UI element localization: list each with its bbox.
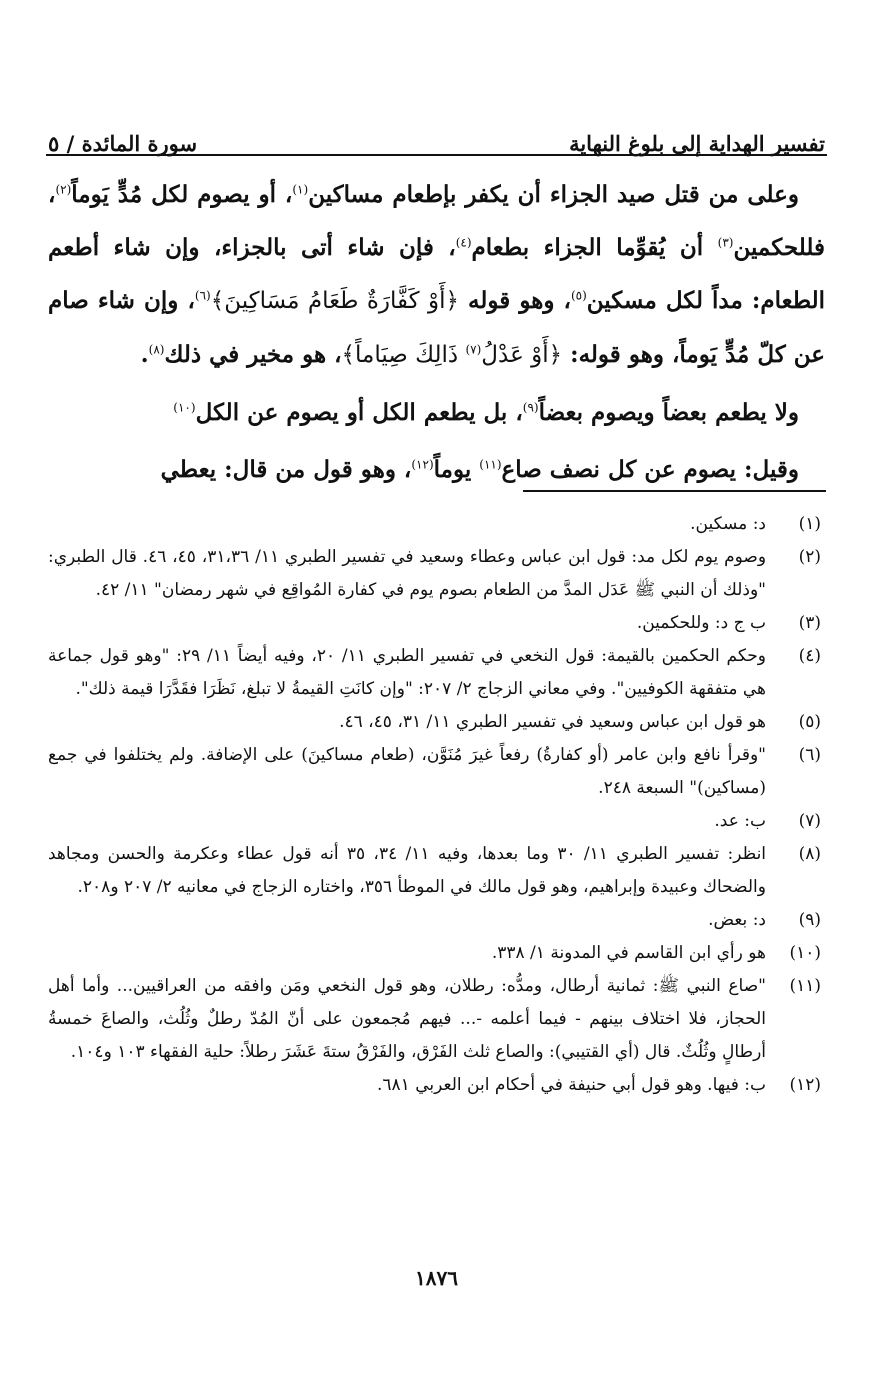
quran-quote: ﴿أَوْ عَدْلُ — [481, 342, 563, 368]
footnote-item — [48, 706, 825, 739]
footnote-ref-2[interactable]: (٢) — [55, 182, 72, 197]
footnote-text: هو قول ابن عباس وسعيد في تفسير الطبري ١١/ ٣١، ٤٥، ٤٦. — [339, 712, 766, 732]
footnote-ref-8[interactable]: (٨) — [148, 342, 165, 357]
footnote-item — [48, 739, 825, 805]
footnote-item — [48, 937, 825, 970]
header-rule — [46, 154, 827, 156]
text-run: ، فإن شاء أتى بالجزاء، وإن شاء أطعم الطعام: مداً لكل مسكين — [48, 234, 825, 314]
footnote-ref-3[interactable]: (٣) — [717, 235, 734, 250]
text-run: ، هو مخير في ذلك — [164, 341, 342, 368]
quran-quote: ذَالِكَ صِيَاماً﴾ — [341, 342, 466, 368]
surah-reference: سورة المائدة / ٥ — [48, 131, 198, 156]
footnote-number: (٣) — [798, 613, 821, 633]
footnote-item — [48, 541, 825, 607]
text-run: وعلى من قتل صيد الجزاء أن يكفر بإطعام مساكين — [308, 181, 799, 208]
footnote-ref-5[interactable]: (٥) — [570, 288, 587, 303]
footnote-item — [48, 640, 825, 706]
text-run: ، فللحكمين — [48, 181, 825, 261]
footnote-ref-9[interactable]: (٩) — [522, 400, 539, 415]
footnote-number: (١٢) — [789, 1075, 821, 1095]
quran-quote: ﴿أَوْ كَفَّارَةٌ طَعَامُ مَسَاكِينَ﴾ — [210, 288, 459, 314]
text-run: ، بل يطعم الكل أو يصوم عن الكل — [195, 399, 523, 426]
footnote-ref-6[interactable]: (٦) — [194, 288, 211, 303]
footnote-item — [48, 805, 825, 838]
footnote-ref-11[interactable]: (١١) — [479, 457, 502, 472]
text-run: ، وهو قوله — [458, 287, 571, 314]
running-header — [48, 108, 825, 156]
footnote-item — [48, 1069, 825, 1102]
footnote-text: ب: عد. — [714, 811, 766, 831]
footnote-text: د: بعض. — [708, 910, 766, 930]
footnote-text: "وقرأ نافع وابن عامر (أو كفارةُ) رفعاً غيرَ مُنَوَّن، (طعام مساكينَ) على الإضافة. ولم يختلفوا في جمع (مساكين)" السبعة ٢٤٨. — [48, 745, 766, 798]
footnote-text: هو رأي ابن القاسم في المدونة ١/ ٣٣٨. — [491, 943, 766, 963]
paragraph-3 — [48, 443, 825, 496]
text-run: أن يُقوِّما الجزاء بطعام — [471, 234, 718, 261]
paragraph-2 — [48, 386, 825, 439]
text-run: ، أو يصوم لكل مُدٍّ يَوماً — [71, 181, 293, 208]
footnote-text: ب: فيها. وهو قول أبي حنيفة في أحكام ابن العربي ٦٨١. — [377, 1075, 766, 1095]
footnote-number: (٧) — [798, 811, 821, 831]
text-run: ولا يطعم بعضاً ويصوم بعضاً — [538, 399, 799, 426]
footnote-item — [48, 607, 825, 640]
footnote-text: "صاع النبي ﷺ: ثمانية أرطال، ومدُّه: رطلان، وهو قول النخعي ومَن وافقه من العراقيين... وأما أهل الحجاز، فلا اختلاف بينهم - فيما أعلمه -... فيهم مُجمعون على أنّ المُدّ رطلٌ وثُلُث، والصاعَ خمسةُ أرطالٍ وثُلُثٌ. قال (أي القتيبي): والصاع ثلث الفَرْق، والفَرْقُ ستةَ عَشَرَ رطلاً: حلية الفقهاء ١٠٣ و١٠٤. — [48, 976, 766, 1062]
text-run: . — [140, 341, 149, 368]
footnote-number: (٤) — [798, 646, 821, 666]
footnote-number: (٦) — [798, 745, 821, 765]
footnote-item — [48, 838, 825, 904]
footnote-text: د: مسكين. — [690, 514, 766, 534]
text-run: ، وهو قول من قال: يعطي — [160, 456, 412, 483]
footnote-ref-1[interactable]: (١) — [292, 182, 309, 197]
footnote-ref-12[interactable]: (١٢) — [411, 457, 434, 472]
footnote-text: وصوم يوم لكل مد: قول ابن عباس وعطاء وسعيد في تفسير الطبري ١١/ ٣١،٣٦، ٤٥، ٤٦. قال الطبري: "وذلك أن النبي ﷺ عَدَل المدَّ من الطعام بصوم يوم في كفارة المُواقِع في شهر رمضان" ١١/ ٤٢. — [48, 547, 767, 600]
footnote-item — [48, 904, 825, 937]
text-run: ، وإن شاء صام عن كلّ مُدٍّ يَوماً، وهو قوله: — [48, 287, 825, 368]
footnote-number: (١٠) — [789, 943, 821, 963]
footnote-number: (٨) — [798, 844, 821, 864]
footnote-number: (٥) — [798, 712, 821, 732]
main-text — [48, 168, 825, 496]
footnote-number: (١) — [798, 514, 821, 534]
footnote-text: ب ج د: وللحكمين. — [636, 613, 766, 633]
page-number: ١٨٧٦ — [415, 1266, 458, 1290]
footnote-ref-10[interactable]: (١٠) — [173, 400, 196, 415]
footnote-separator — [523, 490, 826, 492]
footnote-item — [48, 508, 825, 541]
text-run: يوماً — [433, 456, 480, 483]
footnote-text: وحكم الحكمين بالقيمة: قول النخعي في تفسير الطبري ١١/ ٢٠، وفيه أيضاً ١١/ ٢٩: "وهو قول جماعة هي متفقهة الكوفيين". وفي معاني الزجاج ٢/ ٢٠٧: "وإن كانَتِ القيمةُ لا تبلغ، نَظَرَا فقَدَّرَا قيمة ذلك". — [48, 646, 766, 699]
footnote-ref-7[interactable]: (٧) — [465, 342, 482, 357]
footnote-ref-4[interactable]: (٤) — [455, 235, 472, 250]
footnote-text: انظر: تفسير الطبري ١١/ ٣٠ وما بعدها، وفيه ١١/ ٣٤، ٣٥ أنه قول عطاء وعكرمة والحسن ومجاهد والضحاك وعبيدة وإبراهيم، وهو قول مالك في الموطأ ٣٥٦، واختاره الزجاج في معانيه ٢/ ٢٠٧ و٢٠٨. — [48, 844, 767, 897]
text-run: وقيل: يصوم عن كل نصف صاع — [501, 456, 799, 483]
footnote-item — [48, 970, 825, 1069]
footnotes — [48, 508, 825, 1102]
footnote-number: (١١) — [789, 976, 821, 996]
footnote-number: (٢) — [798, 547, 821, 567]
footnote-number: (٩) — [798, 910, 821, 930]
book-title: تفسير الهداية إلى بلوغ النهاية — [569, 131, 825, 156]
paragraph-1 — [48, 168, 825, 382]
